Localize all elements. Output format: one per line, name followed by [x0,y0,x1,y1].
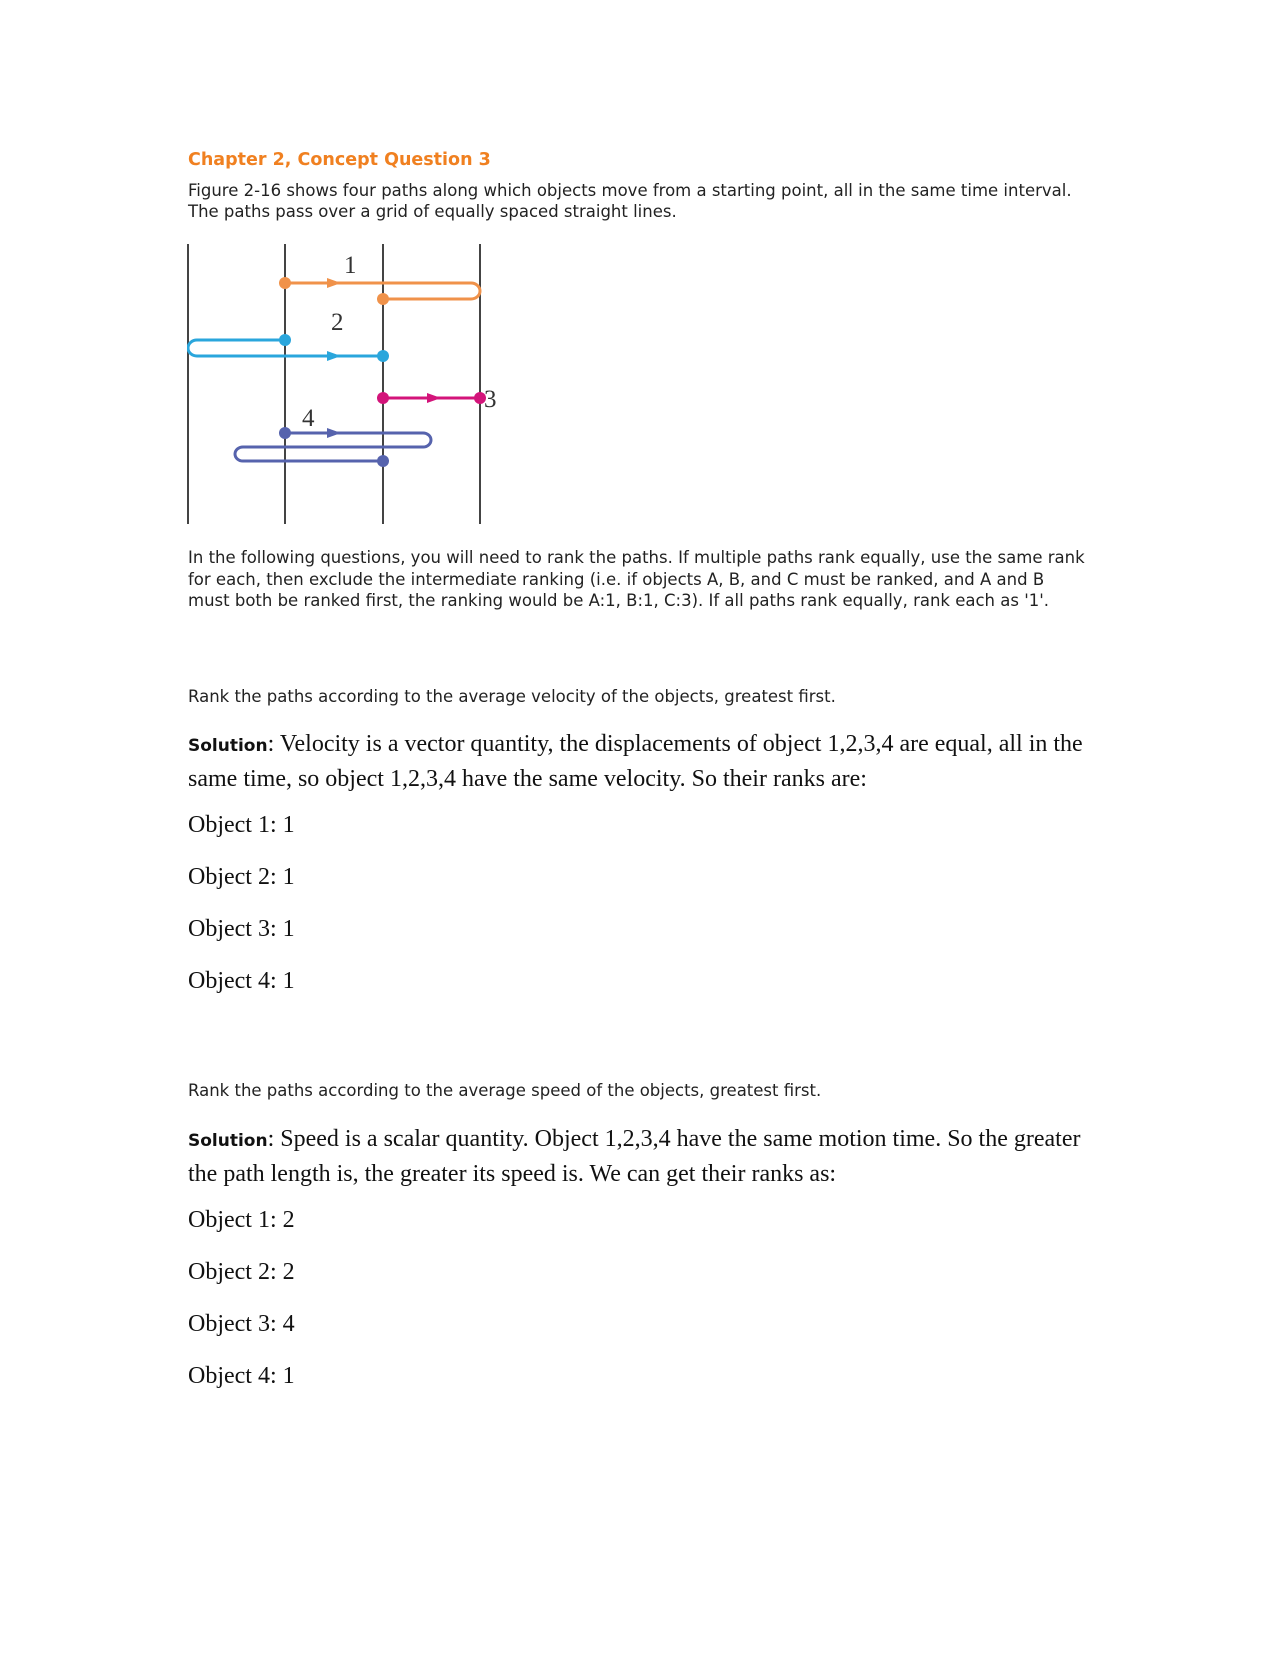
path-1-end-dot [377,293,389,305]
solution-text: Speed is a scalar quantity. Object 1,2,3,4 have the same motion time. So the greater the path length is, the greater its speed is. We can get their ranks as: [188,1126,1081,1187]
path-1-start-dot [279,277,291,289]
path-3 [377,392,486,404]
question-1-prompt: Rank the paths according to the average velocity of the objects, greatest first. [188,687,836,706]
path-4-end-dot [377,455,389,467]
path-2-label: 2 [331,309,344,336]
path-4-label: 4 [302,405,315,432]
q1-rank-object-4: Object 4: 1 [188,968,295,994]
path-4-loop [235,433,431,461]
path-2-end-dot [377,350,389,362]
instructions-paragraph: In the following questions, you will need to rank the paths. If multiple paths rank equally, use the same rank for each, then exclude the intermediate ranking (i.e. if objects A, B, and C must be ranked, and A and B must both be ranked first, the ranking would be A:1, B:1, C:3). If all paths rank equally, rank each as '1'. [188,548,1085,610]
q2-rank-object-1: Object 1: 2 [188,1207,295,1233]
solution-label: Solution [188,736,268,756]
path-2-loop [188,340,337,356]
path-2 [188,334,389,362]
solution-text: Velocity is a vector quantity, the displacements of object 1,2,3,4 are equal, all in the same time, so object 1,2,3,4 have the same velocity. So their ranks are: [188,731,1083,792]
path-3-label: 3 [484,386,497,413]
path-3-start-dot [377,392,389,404]
q1-rank-object-3: Object 3: 1 [188,916,295,942]
q2-rank-object-3: Object 3: 4 [188,1311,295,1337]
path-1 [279,277,480,305]
figure-2-16 [187,240,497,526]
path-1-loop [337,283,480,299]
q2-rank-object-2: Object 2: 2 [188,1259,295,1285]
question-1-solution: Solution: Velocity is a vector quantity, the displacements of object 1,2,3,4 are equal, all in the same time, so object 1,2,3,4 have the same velocity. So their ranks are: [188,731,1083,792]
question-2-solution: Solution: Speed is a scalar quantity. Object 1,2,3,4 have the same motion time. So the greater the path length is, the greater its speed is. We can get their ranks as: [188,1126,1081,1187]
path-4-start-dot [279,427,291,439]
q1-rank-object-2: Object 2: 1 [188,864,295,890]
solution-label: Solution [188,1131,268,1151]
intro-paragraph: Figure 2-16 shows four paths along which objects move from a starting point, all in the same time interval. The paths pass over a grid of equally spaced straight lines. [188,181,1072,221]
question-2-prompt: Rank the paths according to the average speed of the objects, greatest first. [188,1081,822,1100]
path-4 [235,427,431,467]
paths-diagram [187,240,497,526]
grid-lines [188,244,480,524]
path-1-label: 1 [344,252,357,279]
path-2-start-dot [279,334,291,346]
q1-rank-object-1: Object 1: 1 [188,812,295,838]
q2-rank-object-4: Object 4: 1 [188,1363,295,1389]
page-title: Chapter 2, Concept Question 3 [188,150,491,170]
